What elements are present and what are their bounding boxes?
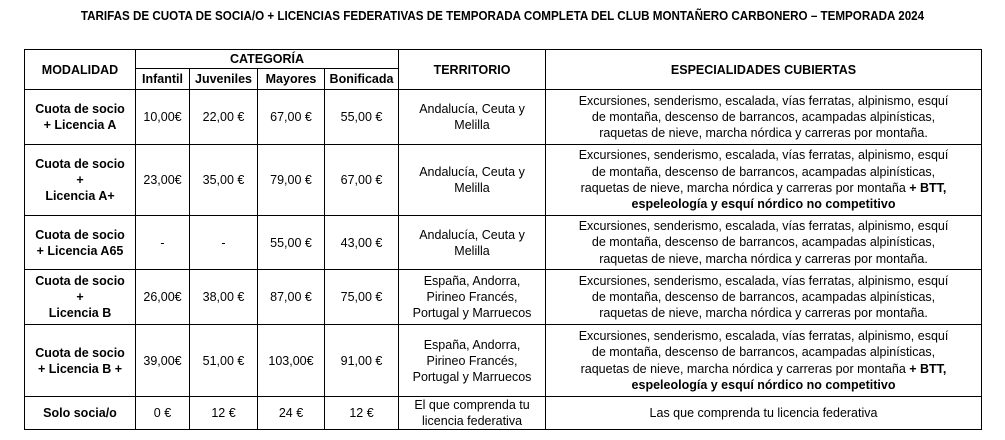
table-row bbox=[25, 397, 982, 430]
price-infantil: 10,00€ bbox=[136, 90, 190, 145]
header-mayores: Mayores bbox=[258, 69, 325, 90]
especialidades-line: de montaña, descenso de barrancos, acampadas alpinísticas, bbox=[591, 345, 936, 360]
especialidades-line: raquetas de nieve, marcha nórdica y carreras por montaña. bbox=[599, 251, 928, 266]
price-infantil: 26,00€ bbox=[136, 270, 190, 325]
especialidades-line: de montaña, descenso de barrancos, acampadas alpinísticas, bbox=[591, 289, 936, 304]
header-especialidades: ESPECIALIDADES CUBIERTAS bbox=[546, 50, 982, 90]
especialidades-line: Las que comprenda tu licencia federativa bbox=[649, 405, 878, 420]
price-juveniles: - bbox=[190, 216, 258, 270]
modalidad-cell bbox=[25, 90, 136, 145]
price-infantil: 0 € bbox=[136, 397, 190, 430]
price-bonificada: 43,00 € bbox=[325, 216, 399, 270]
especialidades-line: Excursiones, senderismo, escalada, vías ferratas, alpinismo, esquí bbox=[578, 148, 949, 163]
especialidades-line: Excursiones, senderismo, escalada, vías ferratas, alpinismo, esquí bbox=[578, 273, 949, 288]
modalidad-line: Cuota de socio bbox=[35, 345, 125, 360]
price-bonificada: 67,00 € bbox=[325, 145, 399, 216]
header-bonificada: Bonificada bbox=[325, 69, 399, 90]
table-row bbox=[25, 90, 982, 145]
modalidad-cell bbox=[25, 270, 136, 325]
price-bonificada: 12 € bbox=[325, 397, 399, 430]
modalidad-line: + bbox=[76, 173, 84, 187]
price-bonificada: 55,00 € bbox=[325, 90, 399, 145]
especialidades-line: raquetas de nieve, marcha nórdica y carreras por montaña. bbox=[599, 126, 928, 141]
price-mayores: 79,00 € bbox=[258, 145, 325, 216]
especialidades-extra: espeleología y esquí nórdico no competitivo bbox=[631, 377, 896, 392]
header-categoria: CATEGORÍA bbox=[136, 50, 399, 69]
price-infantil: 39,00€ bbox=[136, 325, 190, 397]
header-modalidad: MODALIDAD bbox=[25, 50, 136, 90]
territorio-line: licencia federativa bbox=[421, 414, 523, 428]
especialidades-cell bbox=[546, 216, 982, 270]
price-mayores: 103,00€ bbox=[258, 325, 325, 397]
territorio-line: Melilla bbox=[454, 181, 490, 195]
territorio-line: Andalucía, Ceuta y bbox=[419, 227, 525, 242]
territorio-line: Andalucía, Ceuta y bbox=[419, 165, 525, 179]
especialidades-line: Excursiones, senderismo, escalada, vías ferratas, alpinismo, esquí bbox=[578, 328, 949, 343]
especialidades-line: Excursiones, senderismo, escalada, vías ferratas, alpinismo, esquí bbox=[578, 219, 949, 234]
especialidades-line: raquetas de nieve, marcha nórdica y carreras por montaña. bbox=[599, 306, 928, 321]
territorio-line: Pirineo Francés, bbox=[426, 290, 518, 304]
modalidad-line: Solo socia/o bbox=[43, 406, 117, 420]
price-juveniles: 12 € bbox=[190, 397, 258, 430]
especialidades-cell bbox=[546, 325, 982, 397]
territorio-cell bbox=[399, 145, 546, 216]
especialidades-line: de montaña, descenso de barrancos, acampadas alpinísticas, bbox=[591, 109, 936, 124]
territorio-cell bbox=[399, 325, 546, 397]
modalidad-cell bbox=[25, 145, 136, 216]
price-mayores: 87,00 € bbox=[258, 270, 325, 325]
page-title: TARIFAS DE CUOTA DE SOCIA/O + LICENCIAS FEDERATIVAS DE TEMPORADA COMPLETA DEL CLUB MONTAÑERO CARBONERO – TEMPORADA 2024 bbox=[80, 9, 925, 23]
especialidades-extra: espeleología y esquí nórdico no competitivo bbox=[631, 197, 896, 212]
table-row bbox=[25, 216, 982, 270]
price-bonificada: 75,00 € bbox=[325, 270, 399, 325]
price-mayores: 24 € bbox=[258, 397, 325, 430]
modalidad-line: + bbox=[76, 290, 84, 304]
modalidad-line: + Licencia A65 bbox=[36, 243, 124, 258]
especialidades-extra: + BTT, bbox=[909, 181, 947, 195]
especialidades-cell bbox=[546, 90, 982, 145]
price-juveniles: 35,00 € bbox=[190, 145, 258, 216]
especialidades-extra: + BTT, bbox=[909, 361, 947, 376]
header-territorio: TERRITORIO bbox=[399, 50, 546, 90]
price-mayores: 67,00 € bbox=[258, 90, 325, 145]
modalidad-cell bbox=[25, 216, 136, 270]
territorio-line: Portugal y Marruecos bbox=[412, 306, 532, 320]
price-infantil: 23,00€ bbox=[136, 145, 190, 216]
price-bonificada: 91,00 € bbox=[325, 325, 399, 397]
table-row bbox=[25, 145, 982, 216]
modalidad-line: Cuota de socio bbox=[35, 102, 125, 116]
territorio-line: Andalucía, Ceuta y bbox=[419, 102, 525, 116]
tarifas-table bbox=[24, 49, 982, 430]
header-infantil: Infantil bbox=[136, 69, 190, 90]
table-row bbox=[25, 270, 982, 325]
especialidades-line: Excursiones, senderismo, escalada, vías ferratas, alpinismo, esquí bbox=[578, 93, 949, 108]
especialidades-line: raquetas de nieve, marcha nórdica y carreras por montaña bbox=[580, 181, 906, 195]
territorio-line: España, Andorra, bbox=[423, 274, 521, 288]
modalidad-line: + Licencia A bbox=[43, 118, 117, 132]
price-infantil: - bbox=[136, 216, 190, 270]
territorio-line: Pirineo Francés, bbox=[426, 353, 518, 368]
price-juveniles: 22,00 € bbox=[190, 90, 258, 145]
territorio-cell bbox=[399, 270, 546, 325]
modalidad-line: Cuota de socio bbox=[35, 227, 125, 242]
especialidades-cell bbox=[546, 397, 982, 430]
especialidades-cell bbox=[546, 270, 982, 325]
price-juveniles: 51,00 € bbox=[190, 325, 258, 397]
modalidad-cell bbox=[25, 325, 136, 397]
territorio-line: Melilla bbox=[454, 243, 490, 258]
modalidad-line: Licencia A+ bbox=[45, 189, 115, 203]
territorio-line: El que comprenda tu bbox=[414, 398, 530, 412]
modalidad-line: + Licencia B + bbox=[37, 361, 123, 376]
modalidad-line: Licencia B bbox=[48, 306, 112, 320]
header-juveniles: Juveniles bbox=[190, 69, 258, 90]
territorio-line: Portugal y Marruecos bbox=[412, 369, 532, 384]
especialidades-line: de montaña, descenso de barrancos, acampadas alpinísticas, bbox=[591, 164, 936, 179]
territorio-cell bbox=[399, 397, 546, 430]
price-juveniles: 38,00 € bbox=[190, 270, 258, 325]
especialidades-line: raquetas de nieve, marcha nórdica y carreras por montaña bbox=[580, 361, 906, 376]
modalidad-line: Cuota de socio bbox=[35, 274, 125, 288]
table-row bbox=[25, 325, 982, 397]
price-mayores: 55,00 € bbox=[258, 216, 325, 270]
especialidades-line: de montaña, descenso de barrancos, acampadas alpinísticas, bbox=[591, 235, 936, 250]
territorio-line: España, Andorra, bbox=[423, 337, 521, 352]
territorio-line: Melilla bbox=[454, 118, 490, 132]
modalidad-cell bbox=[25, 397, 136, 430]
territorio-cell bbox=[399, 216, 546, 270]
territorio-cell bbox=[399, 90, 546, 145]
especialidades-cell bbox=[546, 145, 982, 216]
modalidad-line: Cuota de socio bbox=[35, 157, 125, 171]
